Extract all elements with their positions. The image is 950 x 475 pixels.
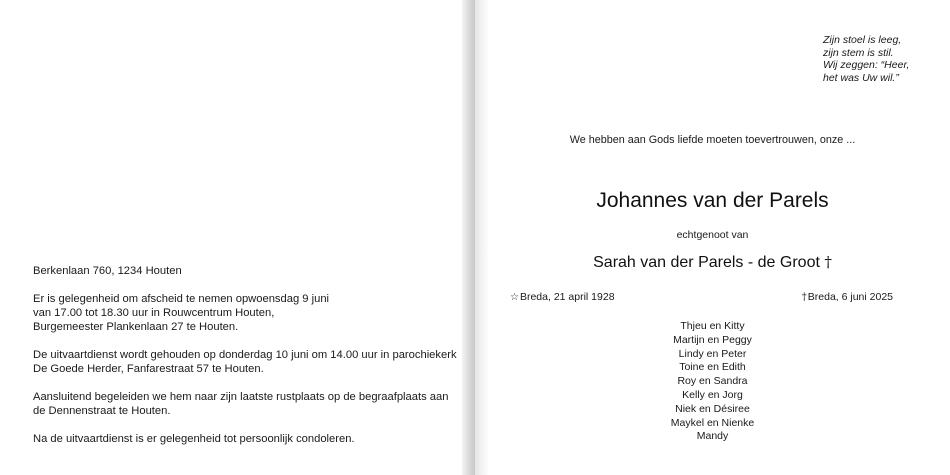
family-member: Kelly en Jorg <box>682 388 743 401</box>
card-fold <box>462 0 475 475</box>
family-member: Niek en Désiree <box>675 402 750 415</box>
poem <box>823 34 909 84</box>
service-line: De Goede Herder, Fanfarestraat 57 te Houten. <box>33 363 264 375</box>
cross-icon: † <box>824 253 832 271</box>
poem-line: zijn stem is stil. <box>823 46 894 59</box>
relation-text: echtgenoot van <box>676 229 749 241</box>
burial-paragraph <box>33 390 453 418</box>
spouse <box>475 253 950 272</box>
burial-line: de Dennenstraat te Houten. <box>33 405 171 417</box>
service-paragraph <box>33 348 457 376</box>
farewell-paragraph <box>33 292 453 334</box>
farewell-line: Er is gelegenheid om afscheid te nemen opwoensdag 9 juni <box>33 293 330 305</box>
condolence-paragraph <box>33 432 453 446</box>
cross-icon: † <box>801 292 807 303</box>
family-member: Lindy en Peter <box>678 347 747 360</box>
poem-line: het was Uw wil.” <box>823 71 899 84</box>
family-member: Thjeu en Kitty <box>680 320 745 332</box>
family-list <box>475 320 950 444</box>
burial-line: Aansluitend begeleiden we hem naar zijn laatste rustplaats op de begraafplaats aan <box>33 391 449 403</box>
ceremony-info <box>33 264 457 460</box>
service-line: De uitvaartdienst wordt gehouden op donderdag 10 juni om 14.00 uur in parochiekerk <box>33 349 457 361</box>
family-member: Toine en Edith <box>679 361 746 374</box>
star-icon: ☆ <box>510 292 519 303</box>
spouse-name: Sarah van der Parels - de Groot <box>593 254 820 271</box>
left-page <box>0 0 462 475</box>
family-member: Roy en Sandra <box>677 375 748 388</box>
death-info <box>802 291 893 303</box>
poem-line: Wij zeggen: “Heer, <box>823 59 910 71</box>
family-member: Maykel en Nienke <box>670 416 755 429</box>
birth-text: Breda, 21 april 1928 <box>519 291 615 303</box>
death-text: Breda, 6 juni 2025 <box>807 291 893 303</box>
deceased-name: Johannes van der Parels <box>596 189 829 212</box>
poem-line: Zijn stoel is leeg, <box>823 34 902 46</box>
farewell-line: Burgemeester Plankenlaan 27 te Houten. <box>33 321 239 333</box>
family-member: Mandy <box>696 430 729 443</box>
address <box>33 264 453 278</box>
address-line: Berkenlaan 760, 1234 Houten <box>33 265 182 277</box>
family-member: Martijn en Peggy <box>673 333 752 346</box>
birth-info <box>510 291 615 303</box>
farewell-line: van 17.00 tot 18.30 uur in Rouwcentrum Houten, <box>33 307 275 319</box>
condolence-line: Na de uitvaartdienst is er gelegenheid tot persoonlijk condoleren. <box>33 433 355 445</box>
intro-text: We hebben aan Gods liefde moeten toevertrouwen, onze ... <box>569 134 856 146</box>
